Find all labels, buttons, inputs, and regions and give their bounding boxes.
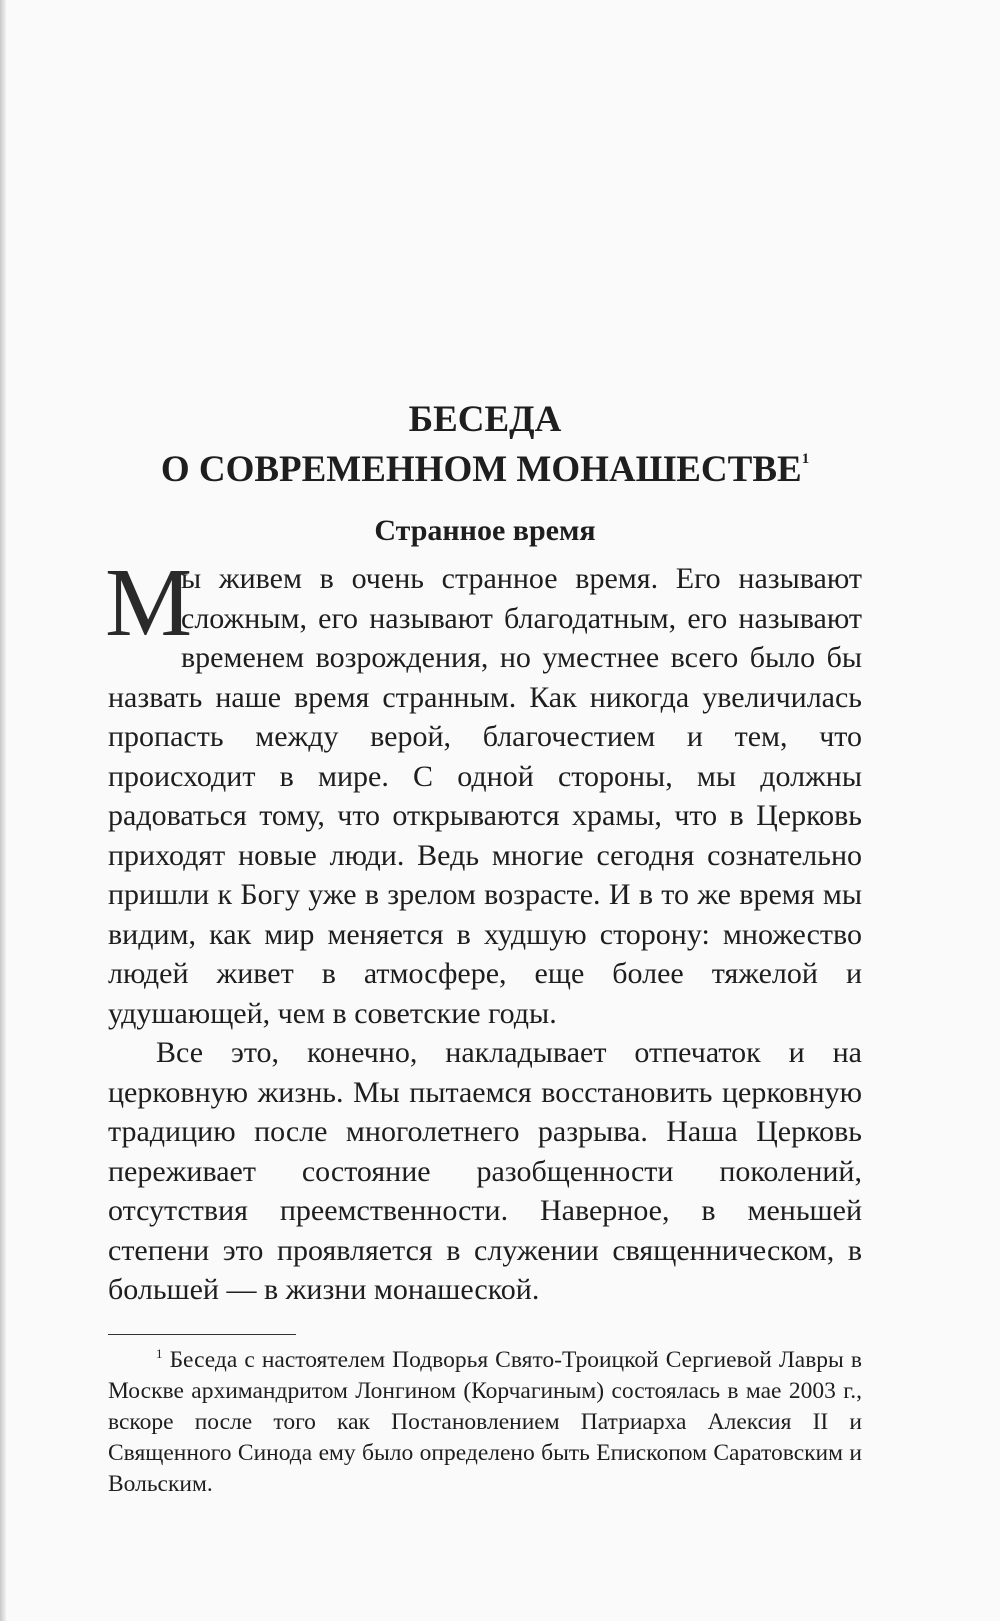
- page-spine-shadow: [0, 0, 6, 1621]
- chapter-title: [108, 395, 862, 495]
- paragraph-1: [105, 549, 862, 1033]
- footnote-marker: 1: [156, 1345, 163, 1361]
- footnote-text: Беседа с настоятелем Подворья Свято-Троицкой Сергиевой Лавры в Москве архимандритом Лонгином (Корчагиным) состоялась в мае 2003 г., вскоре после того как Постановлением Патриарха Алексия II и Священного Синода ему было определено быть Епископом Саратовским и Вольским.: [108, 1346, 862, 1497]
- book-page: [105, 395, 862, 1500]
- paragraph-2: Все это, конечно, накладывает отпечаток и на церковную жизнь. Мы пытаемся восстановить церковную традицию после многолетнего разрыва. Наша Церковь переживает состояние разобщенности поколений, отсутствия преемственности. Наверное, в меньшей степени это проявляется в служении священническом, в большей — в жизни монашеской.: [108, 1036, 862, 1306]
- chapter-title-line2: О СОВРЕМЕННОМ МОНАШЕСТВЕ: [160, 449, 802, 490]
- paragraph-1-text: ы живем в очень странное время. Его называют сложным, его называют благодатным, его называют временем возрождения, но уместнее всего было бы назвать наше время странным. Как никогда увеличилась пропасть между верой, благочестием и тем, что происходит в мире. С одной стороны, мы должны радоваться тому, что открываются храмы, что в Церковь приходят новые люди. Ведь многие сегодня сознательно пришли к Богу уже в зрелом возрасте. И в то же время мы видим, как мир меняется в худшую сторону: множество людей живет в атмосфере, еще более тяжелой и удушающей, чем в советские годы.: [108, 562, 862, 1030]
- chapter-title-line1: БЕСЕДА: [408, 399, 562, 440]
- footnote-reference: 1: [801, 451, 810, 467]
- footnote: [108, 1345, 862, 1500]
- footnote-divider: [108, 1334, 296, 1335]
- section-title: Странное время: [374, 514, 596, 547]
- dropcap-box: [105, 549, 193, 657]
- dropcap-letter: М: [105, 549, 193, 657]
- body-text: [105, 549, 862, 1310]
